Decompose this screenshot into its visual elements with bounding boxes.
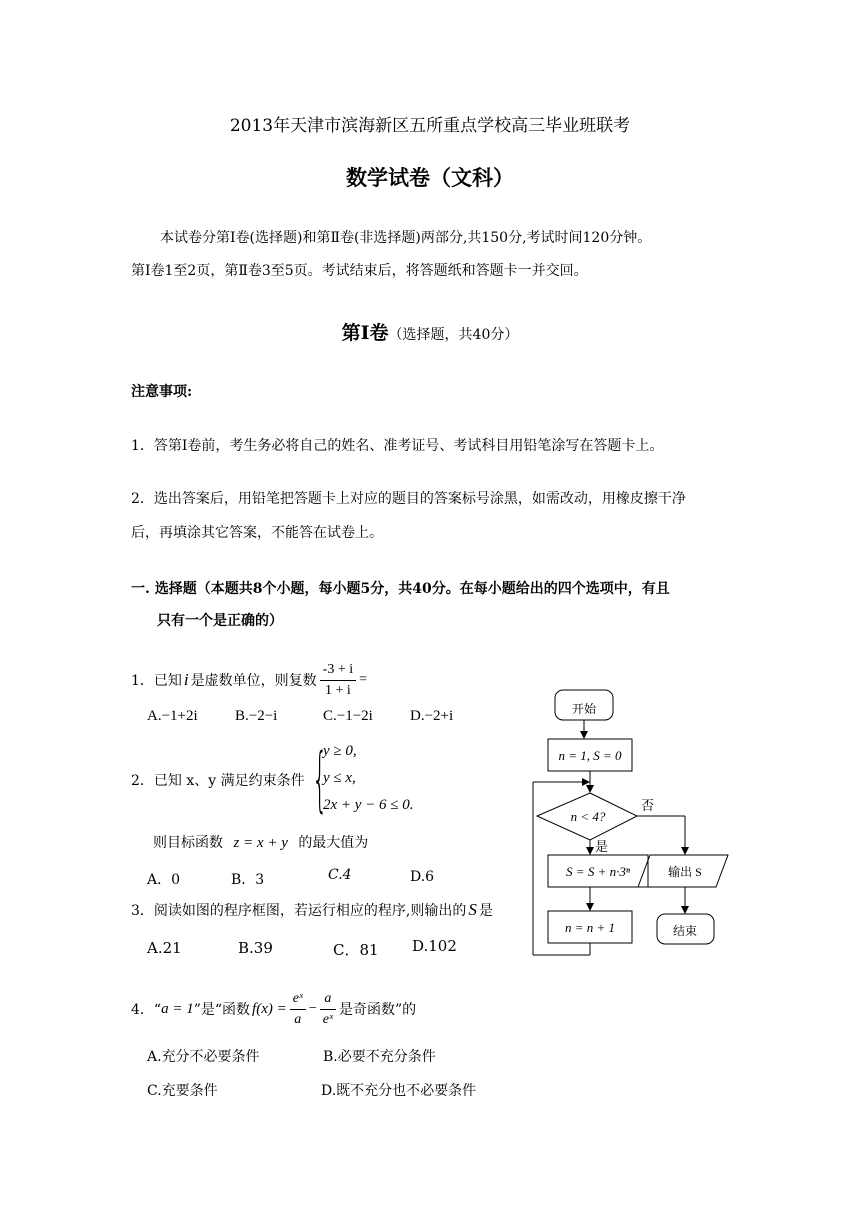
intro-line-2: 第Ⅰ卷1至2页，第Ⅱ卷3至5页。考试结束后，将答题纸和答题卡一并交回。 bbox=[131, 263, 588, 279]
q4-fraction-2 bbox=[320, 990, 336, 1029]
q1-option-c: C.−1−2i bbox=[323, 708, 373, 724]
flow-end-label: 结束 bbox=[672, 924, 698, 938]
part1-heading-line-2: 只有一个是正确的） bbox=[157, 613, 283, 629]
q4-func: f(x) = bbox=[252, 1000, 287, 1017]
q4-mid: ”是“函数 bbox=[193, 1002, 251, 1018]
exam-subtitle: 数学试卷（文科） bbox=[346, 165, 514, 190]
q2-option-a: A．0 bbox=[147, 872, 181, 888]
note-item-1: 1．答第Ⅰ卷前，考生务必将自己的姓名、准考证号、考试科目用铅笔涂写在答题卡上。 bbox=[131, 438, 664, 454]
q3-suffix: 是 bbox=[478, 903, 493, 919]
q4-option-c: C.充要条件 bbox=[147, 1083, 218, 1099]
q2-constraint-1: y ≥ 0, bbox=[323, 743, 357, 759]
q2-option-b: B．3 bbox=[231, 872, 265, 888]
flow-increment-label: n = n + 1 bbox=[564, 920, 616, 935]
section-title-main: 第Ⅰ卷 bbox=[341, 322, 389, 344]
q3-var: S bbox=[468, 900, 477, 919]
q3-option-d: D.102 bbox=[412, 937, 457, 955]
q1-denominator: 1 + i bbox=[324, 682, 351, 698]
q3-option-a: A.21 bbox=[147, 939, 182, 957]
q4-suffix: 是奇函数”的 bbox=[338, 1002, 417, 1018]
q1-equals: = bbox=[359, 672, 368, 687]
program-flowchart bbox=[525, 680, 735, 965]
q1-mid: 是虚数单位，则复数 bbox=[190, 673, 317, 689]
q2-objective-expr: z = x + y bbox=[233, 835, 288, 851]
question-3 bbox=[131, 900, 493, 920]
q2-option-c: C.4 bbox=[328, 867, 352, 883]
section-title-note: （选择题，共40分） bbox=[388, 327, 519, 343]
q2-constraint-2: y ≤ x, bbox=[323, 770, 356, 786]
q4-option-b: B.必要不充分条件 bbox=[323, 1049, 436, 1065]
q4-option-d: D.既不充分也不必要条件 bbox=[321, 1083, 477, 1099]
intro-line-1: 本试卷分第Ⅰ卷(选择题)和第Ⅱ卷(非选择题)两部分,共150分,考试时间120分钟。 bbox=[160, 230, 652, 246]
q4-condition: a = 1 bbox=[161, 1000, 194, 1017]
flow-output-label: 输出 S bbox=[668, 865, 702, 879]
q2-objective-prefix: 则目标函数 bbox=[153, 835, 223, 851]
note-item-2-line-2: 后，再填涂其它答案，不能答在试卷上。 bbox=[131, 525, 383, 541]
q4-frac1-num: eˣ bbox=[290, 990, 306, 1010]
flow-yes-label: 是 bbox=[595, 839, 609, 854]
q2-constraint-3: 2x + y − 6 ≤ 0. bbox=[323, 797, 414, 813]
exam-title: 2013年天津市滨海新区五所重点学校高三毕业班联考 bbox=[229, 116, 631, 136]
question-1 bbox=[131, 658, 367, 702]
part1-heading-line-1: 一. 选择题（本题共8个小题，每小题5分，共40分。在每小题给出的四个选项中，有且 bbox=[131, 581, 670, 597]
q1-option-b: B.−2−i bbox=[235, 708, 278, 724]
q2-objective bbox=[153, 832, 368, 852]
q1-prefix: 1．已知 bbox=[131, 673, 182, 689]
q4-prefix: 4．“ bbox=[131, 1002, 162, 1018]
q1-numerator: -3 + i bbox=[320, 661, 356, 681]
flow-decision-label: n < 4? bbox=[570, 809, 606, 824]
flow-init-label: n = 1, S = 0 bbox=[558, 748, 622, 763]
flow-process-label: S = S + n·3ⁿ bbox=[566, 864, 630, 879]
section-title bbox=[0, 318, 860, 345]
q2-option-d: D.6 bbox=[410, 869, 435, 885]
q2-objective-suffix: 的最大值为 bbox=[298, 835, 369, 851]
q3-text: 3．阅读如图的程序框图，若运行相应的程序,则输出的 bbox=[131, 903, 467, 919]
q1-option-d: D.−2+i bbox=[410, 708, 454, 724]
q3-option-b: B.39 bbox=[238, 939, 273, 957]
q4-minus: − bbox=[308, 1001, 317, 1016]
q1-var: i bbox=[183, 670, 189, 689]
flow-start-label: 开始 bbox=[571, 702, 597, 716]
flow-no-label: 否 bbox=[641, 798, 655, 813]
q4-frac1-den: a bbox=[294, 1011, 302, 1027]
q4-option-a: A.充分不必要条件 bbox=[147, 1049, 260, 1065]
q1-option-a: A.−1+2i bbox=[147, 708, 198, 724]
q2-brace: { bbox=[312, 738, 328, 820]
q2-prefix: 2．已知 x、y 满足约束条件 bbox=[131, 773, 305, 789]
notes-heading: 注意事项: bbox=[131, 384, 193, 400]
q3-option-c: C．81 bbox=[333, 941, 379, 959]
note-item-2-line-1: 2．选出答案后，用铅笔把答题卡上对应的题目的答案标号涂黑，如需改动，用橡皮擦干净 bbox=[131, 491, 686, 507]
question-4 bbox=[131, 987, 416, 1031]
q4-frac2-den: eˣ bbox=[322, 1011, 333, 1027]
q4-frac2-num: a bbox=[320, 990, 336, 1010]
q4-fraction-1 bbox=[290, 990, 306, 1029]
q1-fraction bbox=[320, 661, 356, 700]
